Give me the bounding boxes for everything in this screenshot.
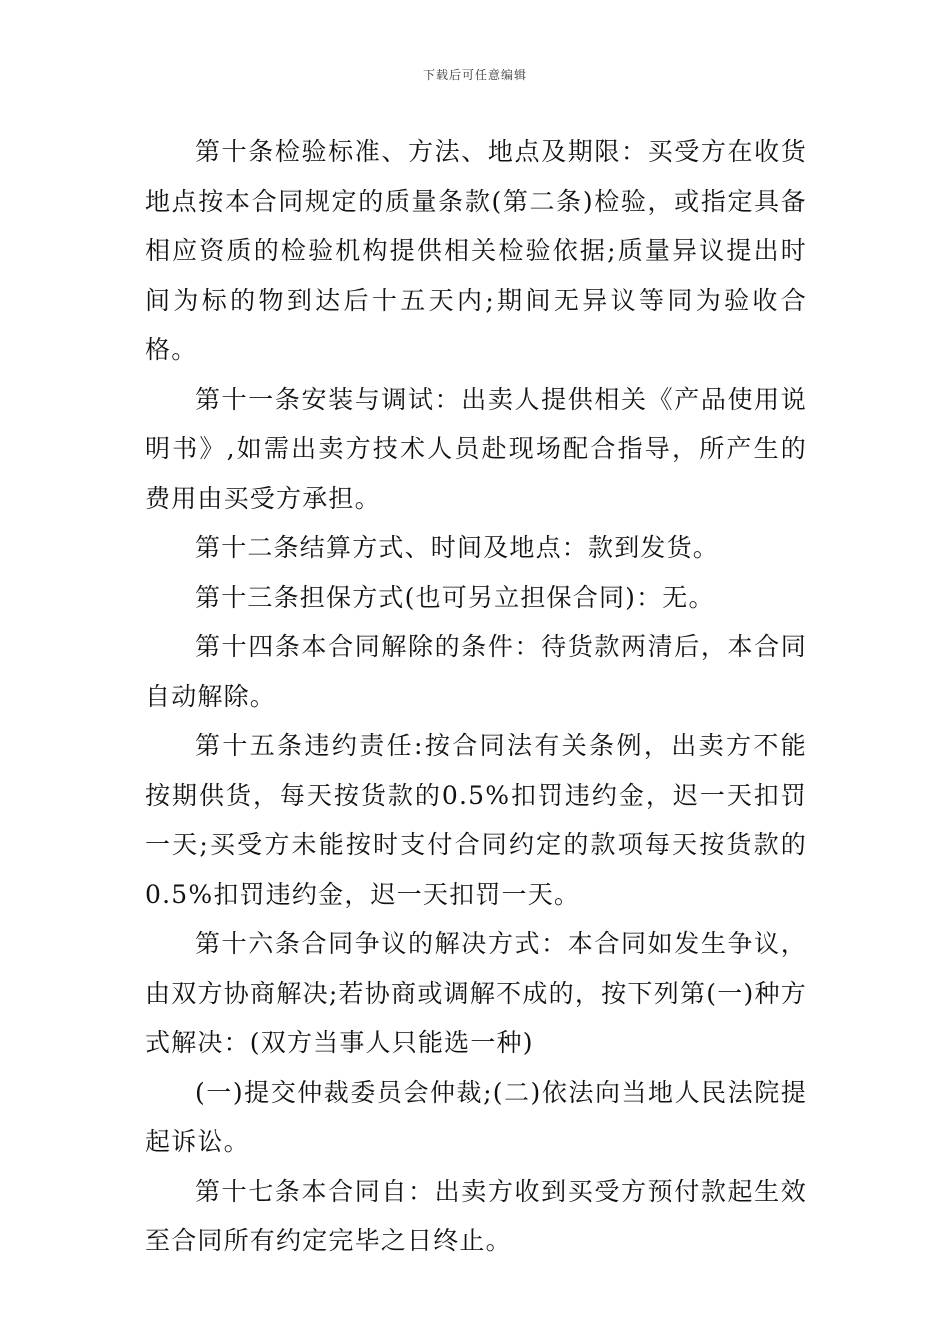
clause-11-paragraph: 第十一条安装与调试：出卖人提供相关《产品使用说明书》,如需出卖方技术人员赴现场配合指导，所产生的费用由买受方承担。: [145, 384, 807, 513]
clause-13-paragraph: 第十三条担保方式(也可另立担保合同)：无。: [195, 582, 715, 612]
clause-10-paragraph: 第十条检验标准、方法、地点及期限：买受方在收货地点按本合同规定的质量条款(第二条)检验，或指定具备相应资质的检验机构提供相关检验依据;质量异议提出时间为标的物到达后十五天内;期间无异议等同为验收合格。: [145, 137, 807, 364]
header-note: 下载后可任意编辑: [422, 68, 527, 82]
clause-16-paragraph: 第十六条合同争议的解决方式：本合同如发生争议，由双方协商解决;若协商或调解不成的，按下列第(一)种方式解决：(双方当事人只能选一种): [145, 929, 807, 1057]
clause-16-options-paragraph: (一)提交仲裁委员会仲裁;(二)依法向当地人民法院提起诉讼。: [145, 1077, 807, 1156]
document-body: [145, 127, 807, 1266]
clause-14-paragraph: 第十四条本合同解除的条件：待货款两清后，本合同自动解除。: [145, 632, 807, 711]
clause-12-paragraph: 第十二条结算方式、时间及地点：款到发货。: [195, 533, 720, 562]
clause-15-paragraph: 第十五条违约责任:按合同法有关条例，出卖方不能按期供货，每天按货款的0.5%扣罚违约金，迟一天扣罚一天;买受方未能按时支付合同约定的款项每天按货款的0.5%扣罚违约金，迟一天扣罚一天。: [145, 731, 807, 909]
clause-17-paragraph: 第十七条本合同自：出卖方收到买受方预付款起生效至合同所有约定完毕之日终止。: [145, 1176, 807, 1255]
